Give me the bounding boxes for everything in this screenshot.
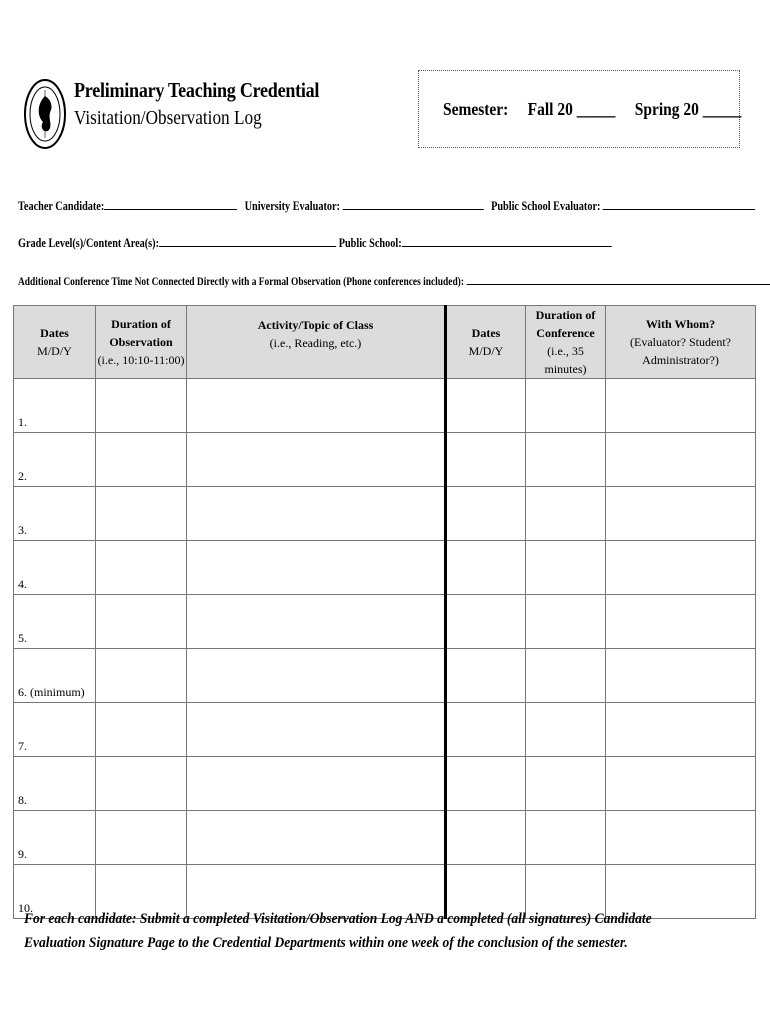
public-school-field[interactable] [402,234,612,247]
obs-duration-cell[interactable] [96,811,187,865]
with-whom-cell[interactable] [606,433,756,487]
submission-instructions: For each candidate: Submit a completed Visitation/Observation Log AND a completed (all signatures) Candidate Evaluation Signature Page to the Credential Departments within one week of the conclusion of the semester. [24,911,652,951]
row-number: 5. [18,631,27,645]
conf-duration-cell[interactable] [526,541,606,595]
obs-duration-cell[interactable] [96,487,187,541]
semester-label: Semester: [443,99,509,119]
with-whom-cell[interactable] [606,379,756,433]
obs-duration-cell[interactable] [96,433,187,487]
activity-cell[interactable] [187,595,446,649]
semester-box [418,70,740,148]
page-title: Preliminary Teaching Credential [74,78,320,102]
col-header-duration-conference: Duration of Conference (i.e., 35 minutes) [526,306,606,379]
grade-levels-field[interactable] [159,234,336,247]
teacher-candidate-label: Teacher Candidate: [18,199,105,213]
row-number: 4. [18,577,27,591]
grade-levels-label: Grade Level(s)/Content Area(s): [18,236,160,250]
with-whom-cell[interactable] [606,595,756,649]
obs-duration-cell[interactable] [96,541,187,595]
activity-cell[interactable] [187,487,446,541]
obs-date-cell[interactable] [14,649,96,703]
public-school-evaluator-label: Public School Evaluator: [491,199,601,213]
conf-date-cell[interactable] [446,757,526,811]
activity-cell[interactable] [187,433,446,487]
obs-duration-cell[interactable] [96,703,187,757]
row-number: 9. [18,847,27,861]
conf-duration-cell[interactable] [526,379,606,433]
row-number: 6. (minimum) [18,685,85,699]
activity-cell[interactable] [187,703,446,757]
conf-date-cell[interactable] [446,379,526,433]
table-row [14,433,756,487]
conf-duration-cell[interactable] [526,433,606,487]
conf-date-cell[interactable] [446,703,526,757]
col-header-duration-observation: Duration of Observation (i.e., 10:10-11:00) [96,306,187,379]
obs-date-cell[interactable] [14,757,96,811]
table-row [14,379,756,433]
col-header-with-whom: With Whom? (Evaluator? Student? Administrator?) [606,306,756,379]
semester-fall-field[interactable]: Fall 20 _____ [527,99,616,119]
with-whom-cell[interactable] [606,811,756,865]
university-seal-icon [23,76,67,152]
additional-conference-label: Additional Conference Time Not Connected Directly with a Formal Observation (Phone conferences included): [18,276,464,288]
col-header-dates: Dates M/D/Y [14,306,96,379]
conf-duration-cell[interactable] [526,487,606,541]
with-whom-cell[interactable] [606,541,756,595]
obs-date-cell[interactable] [14,487,96,541]
observation-log-table [13,305,756,919]
university-evaluator-field[interactable] [343,197,484,210]
conf-duration-cell[interactable] [526,595,606,649]
row-number: 2. [18,469,27,483]
conf-duration-cell[interactable] [526,703,606,757]
conf-duration-cell[interactable] [526,811,606,865]
conf-date-cell[interactable] [446,487,526,541]
conf-date-cell[interactable] [446,811,526,865]
teacher-candidate-field[interactable] [104,197,237,210]
table-row [14,541,756,595]
activity-cell[interactable] [187,649,446,703]
obs-date-cell[interactable] [14,595,96,649]
table-row [14,811,756,865]
with-whom-cell[interactable] [606,649,756,703]
table-header-row [14,306,756,379]
semester-spring-field[interactable]: Spring 20 _____ [634,99,742,119]
row-number: 10. [18,901,33,915]
with-whom-cell[interactable] [606,757,756,811]
header [74,78,359,130]
conf-date-cell[interactable] [446,595,526,649]
obs-date-cell[interactable] [14,811,96,865]
row-number: 7. [18,739,27,753]
conf-date-cell[interactable] [446,649,526,703]
field-row-2 [18,234,612,251]
conf-duration-cell[interactable] [526,757,606,811]
table-row [14,487,756,541]
university-evaluator-label: University Evaluator: [244,199,340,213]
table-row [14,649,756,703]
activity-cell[interactable] [187,379,446,433]
col-header-activity: Activity/Topic of Class (i.e., Reading, etc.) [187,306,446,379]
row-number: 3. [18,523,27,537]
obs-date-cell[interactable] [14,379,96,433]
obs-duration-cell[interactable] [96,379,187,433]
obs-date-cell[interactable] [14,433,96,487]
activity-cell[interactable] [187,541,446,595]
conf-date-cell[interactable] [446,541,526,595]
with-whom-cell[interactable] [606,703,756,757]
field-row-3 [18,272,770,288]
with-whom-cell[interactable] [606,487,756,541]
conf-date-cell[interactable] [446,433,526,487]
row-number: 8. [18,793,27,807]
activity-cell[interactable] [187,757,446,811]
activity-cell[interactable] [187,811,446,865]
field-row-1 [18,197,755,214]
public-school-label: Public School: [338,236,402,250]
additional-conference-field[interactable] [466,272,770,285]
table-row [14,595,756,649]
row-number: 1. [18,415,27,429]
obs-duration-cell[interactable] [96,757,187,811]
semester-line [443,99,757,120]
page-subtitle: Visitation/Observation Log [74,107,262,129]
table-row [14,757,756,811]
conf-duration-cell[interactable] [526,649,606,703]
obs-duration-cell[interactable] [96,649,187,703]
public-school-evaluator-field[interactable] [603,197,756,210]
obs-date-cell[interactable] [14,703,96,757]
col-header-conference-dates: Dates M/D/Y [446,306,526,379]
table-row [14,703,756,757]
obs-date-cell[interactable] [14,541,96,595]
obs-duration-cell[interactable] [96,595,187,649]
